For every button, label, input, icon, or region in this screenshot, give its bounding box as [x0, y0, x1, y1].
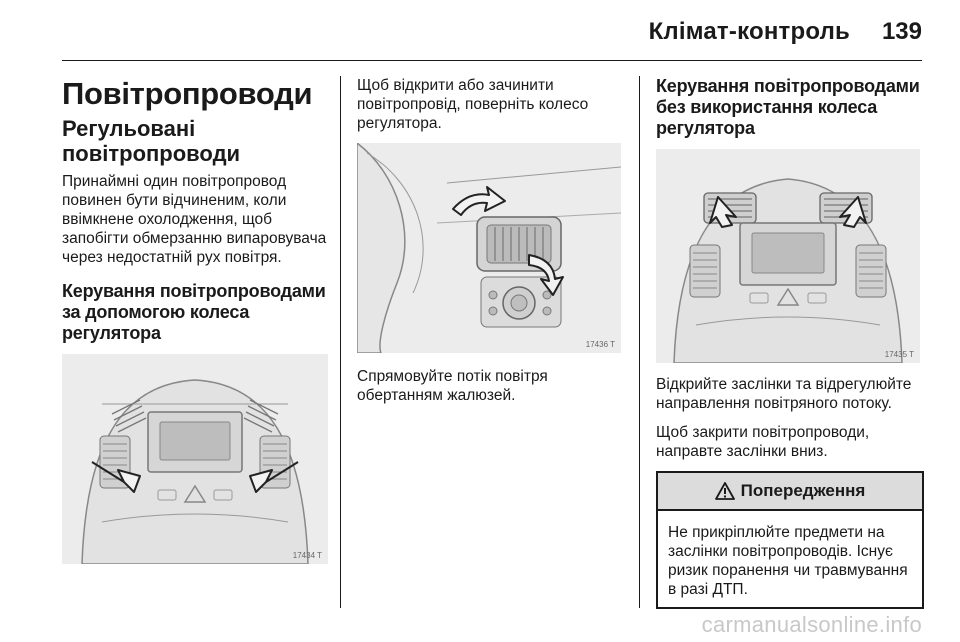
paragraph: Щоб відкрити або зачинити повітропровід, поверніть колесо регулятора.: [357, 77, 589, 132]
paragraph: Щоб закрити повітропроводи, направте заслінки вниз.: [656, 424, 870, 460]
warning-header: [658, 473, 922, 511]
figure-label: 17434 T: [292, 551, 322, 560]
watermark: carmanualsonline.info: [701, 612, 922, 637]
page-header: [0, 0, 960, 60]
page-heading: Повітропроводи: [62, 76, 313, 111]
figure-side-vent: [357, 143, 621, 353]
column-2: [357, 76, 621, 415]
figure-label: 17436 T: [585, 340, 615, 349]
dashboard-upper-vents-illustration: [656, 149, 920, 363]
section-heading: Керування повітропроводами за допомогою колеса регулятора: [62, 281, 326, 343]
section-heading: Керування повітропроводами без використання колеса регулятора: [656, 76, 920, 138]
subheading: Регульовані повітропроводи: [62, 116, 241, 166]
paragraph: Спрямовуйте потік повітря обертанням жалюзей.: [357, 368, 548, 404]
warning-title: Попередження: [740, 481, 866, 500]
section-title: Клімат-контроль: [648, 18, 850, 45]
column-divider-1: [340, 76, 341, 608]
paragraph: Відкрийте заслінки та відрегулюйте направлення повітряного потоку.: [656, 376, 912, 412]
warning-box: [656, 471, 924, 609]
column-divider-2: [639, 76, 640, 608]
figure-center-vents: [62, 354, 328, 564]
dashboard-center-illustration: [62, 354, 328, 564]
warning-text: Не прикріплюйте предмети на заслінки повітропроводів. Існує ризик поранення чи травмування в разі ДТП.: [668, 524, 908, 598]
side-vent-illustration: [357, 143, 621, 353]
figure-label: 17435 T: [884, 350, 914, 359]
page-number: 139: [881, 18, 922, 45]
figure-upper-vents: [656, 149, 920, 363]
header-divider: [62, 60, 922, 61]
column-3: [656, 76, 924, 609]
column-1: [62, 70, 328, 564]
warning-triangle-icon: [715, 482, 735, 500]
paragraph: Принаймні один повітропровод повинен бути відчиненим, коли ввімкнене охолодження, щоб запобігти обмерзанню випаровувача через недостатній рух повітря.: [62, 173, 327, 266]
